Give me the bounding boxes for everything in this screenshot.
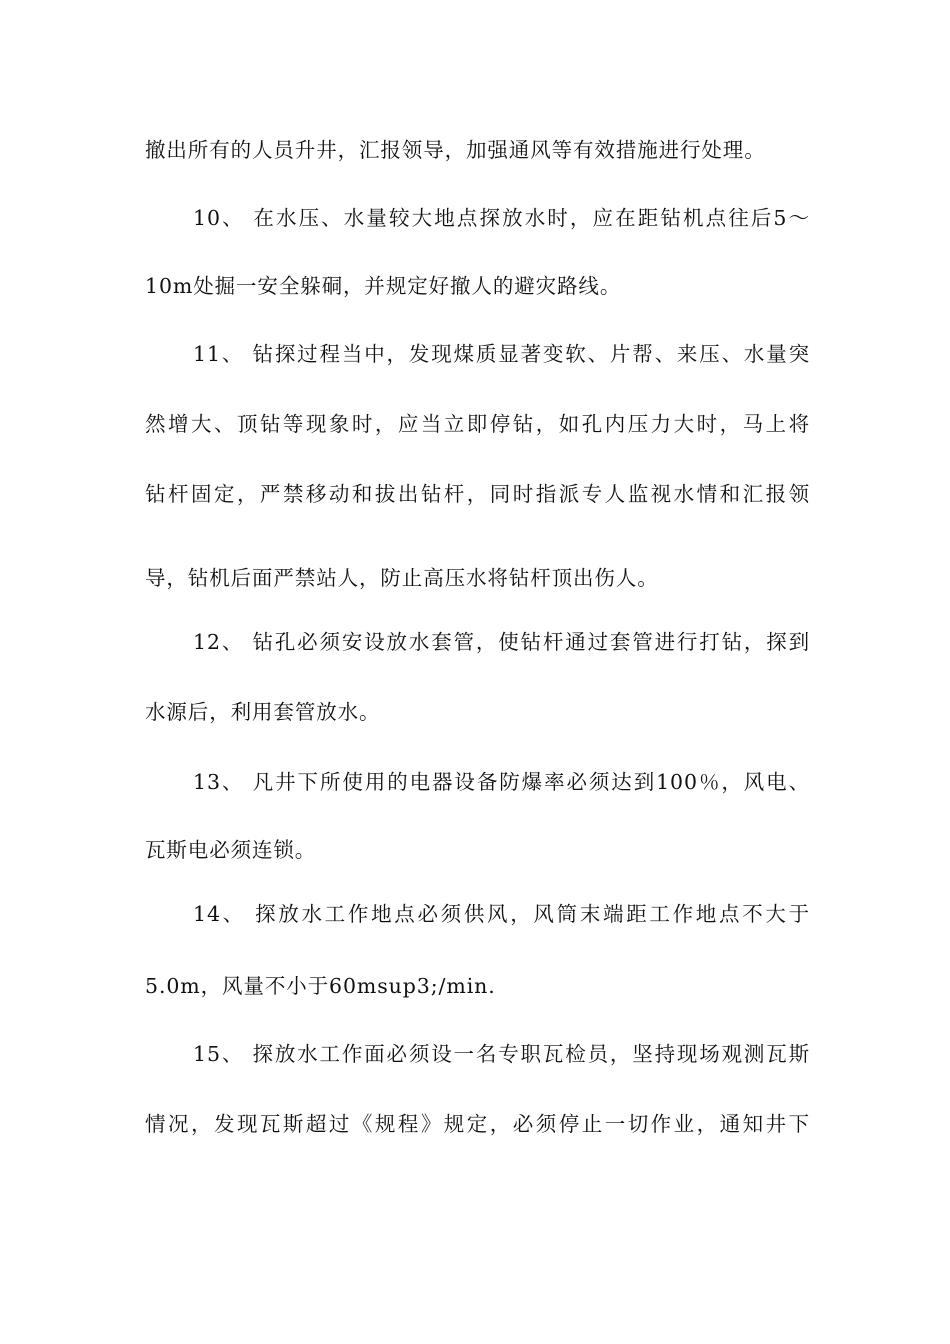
paragraph-14-line: 14、 探放水工作地点必须供风，风筒末端距工作地点不大于 [193, 902, 810, 926]
paragraph-13-line: 13、 凡井下所使用的电器设备防爆率必须达到100％，风电、 [193, 770, 810, 794]
paragraph-12-line: 12、 钻孔必须安设放水套管，使钻杆通过套管进行打钻，探到 [193, 630, 810, 654]
text-line: 然增大、顶钻等现象时，应当立即停钻，如孔内压力大时，马上将 [145, 412, 810, 436]
text-line: 撤出所有的人员升井，汇报领导，加强通风等有效措施进行处理。 [145, 138, 766, 162]
text-line: 情况，发现瓦斯超过《规程》规定，必须停止一切作业，通知井下 [145, 1112, 810, 1136]
text-line: 5.0m，风量不小于60msup3;/min. [145, 974, 496, 998]
paragraph-11-line: 11、 钻探过程当中，发现煤质显著变软、片帮、来压、水量突 [193, 342, 810, 366]
text-line: 导，钻机后面严禁站人，防止高压水将钻杆顶出伤人。 [145, 566, 659, 590]
text-line: 瓦斯电必须连锁。 [145, 838, 317, 862]
text-line: 钻杆固定，严禁移动和拔出钻杆，同时指派专人监视水情和汇报领 [145, 482, 810, 506]
text-line: 10m处掘一安全躲硐，并规定好撤人的避灾路线。 [145, 274, 622, 298]
paragraph-15-line: 15、 探放水工作面必须设一名专职瓦检员，坚持现场观测瓦斯 [193, 1042, 810, 1066]
text-line: 水源后，利用套管放水。 [145, 700, 381, 724]
paragraph-10-line: 10、 在水压、水量较大地点探放水时，应在距钻机点往后5～ [193, 206, 810, 230]
